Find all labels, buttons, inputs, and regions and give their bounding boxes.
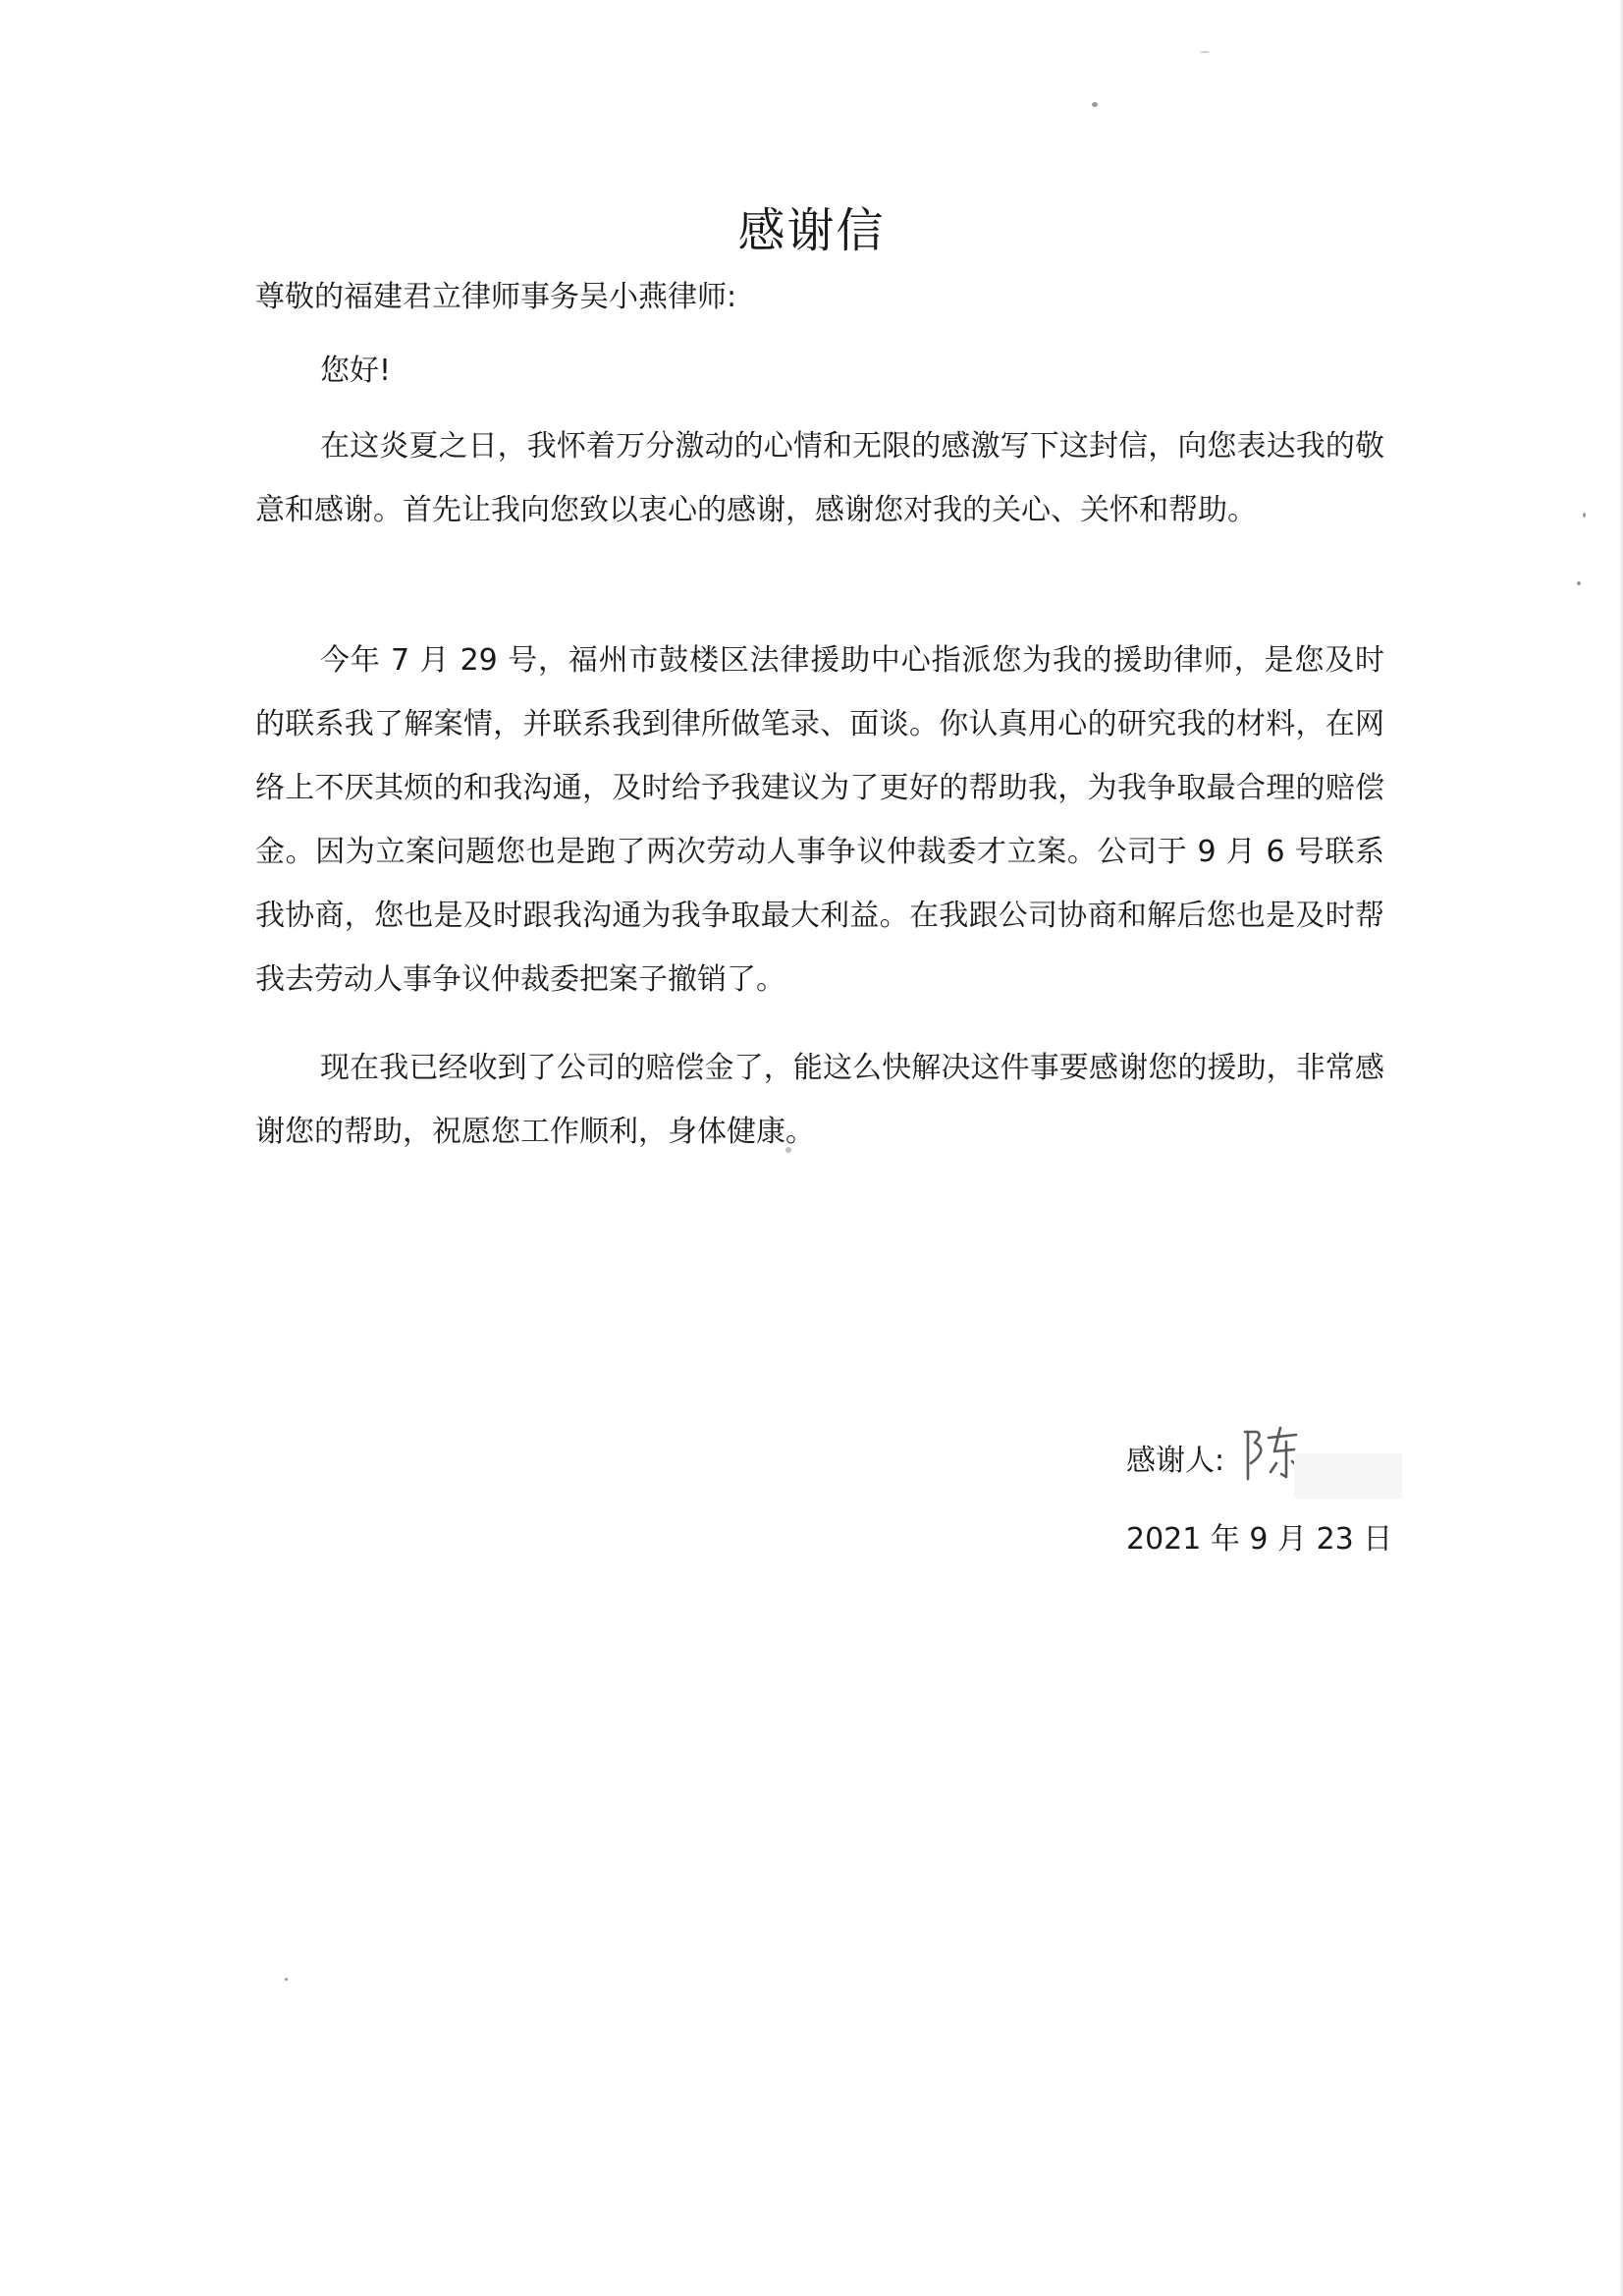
greeting: 您好! <box>320 354 392 388</box>
body-paragraph-2: 今年 7 月 29 号，福州市鼓楼区法律援助中心指派您为我的援助律师，是您及时的联系我了解案情，并联系我到律所做笔录、面谈。你认真用心的研究我的材料，在网络上不厌其烦的和我沟通，及时给予我建议为了更好的帮助我，为我争取最合理的赔偿金。因为立案问题您也是跑了两次劳动人事争议仲裁委才立案。公司于 9 月 6 号联系我协商，您也是及时跟我沟通为我争取最大利益。在我跟公司协商和解后您也是及时帮我去劳动人事争议仲裁委把案子撤销了。 <box>255 643 1384 997</box>
letter-date: 2021 年 9 月 23 日 <box>1126 1522 1393 1557</box>
letter-title: 感谢信 <box>737 203 886 258</box>
body-paragraph-3: 现在我已经收到了公司的赔偿金了，能这么快解决这件事要感谢您的援助，非常感谢您的帮助，祝愿您工作顺利，身体健康。 <box>255 1051 1384 1149</box>
scan-speck <box>285 1978 288 1981</box>
scan-speck <box>1092 102 1098 107</box>
salutation: 尊敬的福建君立律师事务吴小燕律师: <box>255 280 737 314</box>
redaction-box <box>1294 1453 1402 1499</box>
scan-speck <box>1577 581 1581 585</box>
scan-speck <box>1200 51 1210 53</box>
scan-speck <box>1583 513 1586 518</box>
body-paragraph-1: 在这炎夏之日，我怀着万分激动的心情和无限的感激写下这封信，向您表达我的敬意和感谢。首先让我向您致以衷心的感谢，感谢您对我的关心、关怀和帮助。 <box>255 429 1384 527</box>
signer-label: 感谢人: <box>1126 1444 1225 1478</box>
